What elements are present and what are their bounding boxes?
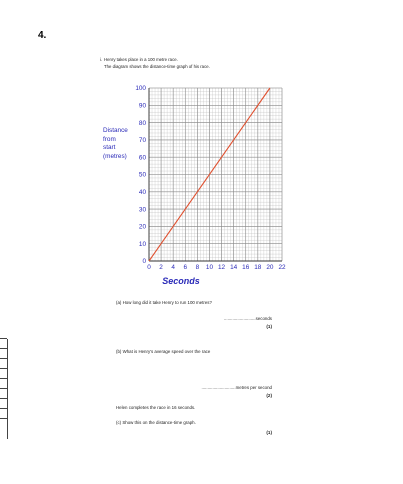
- question-a-text: (a) How long did it take Henry to run 100 metres?: [116, 300, 212, 305]
- x-tick-label: 6: [183, 264, 188, 271]
- margin-mark-box: [0, 339, 8, 439]
- y-tick-label: 60: [138, 154, 146, 162]
- question-number: 4.: [38, 30, 47, 41]
- y-axis-label-line: (metres): [103, 152, 127, 160]
- y-tick-label: 70: [138, 137, 146, 145]
- x-tick-label: 18: [254, 264, 262, 271]
- x-tick-label: 16: [242, 264, 250, 271]
- question-a-answer-line[interactable]: ..........................seconds: [223, 316, 272, 321]
- question-b-marks: (2): [266, 393, 272, 398]
- intro-line-2: The diagram shows the distance-time graph of his race.: [104, 64, 210, 69]
- x-tick-label: 0: [147, 264, 151, 271]
- x-tick-label: 8: [195, 264, 200, 271]
- y-tick-label: 30: [138, 206, 146, 214]
- x-tick-label: 22: [278, 264, 286, 271]
- y-tick-label: 50: [138, 171, 146, 179]
- question-b-answer-line[interactable]: ............................metres per second: [201, 385, 272, 390]
- y-axis-label-line: Distance: [103, 127, 128, 134]
- x-tick-label: 14: [230, 264, 238, 271]
- margin-mark-cell: [0, 408, 7, 419]
- x-tick-label: 20: [266, 264, 274, 271]
- y-tick-label: 90: [138, 102, 146, 110]
- y-axis-label-line: start: [103, 144, 116, 152]
- intro-roman-numeral: i.: [100, 57, 103, 62]
- y-tick-label: 10: [138, 240, 146, 248]
- y-axis-label-line: from: [103, 135, 116, 143]
- y-tick-label: 40: [138, 189, 146, 196]
- x-tick-label: 12: [217, 264, 226, 271]
- y-tick-label: 100: [135, 85, 146, 93]
- y-tick-label: 20: [138, 223, 146, 231]
- intro-line-1: Henry takes place in a 100 metre race.: [104, 57, 178, 62]
- x-tick-label: 2: [159, 264, 163, 271]
- question-c-marks: (1): [266, 430, 272, 435]
- x-tick-label: 4: [171, 264, 175, 271]
- x-axis-label: Seconds: [162, 276, 200, 286]
- x-tick-label: 10: [205, 264, 214, 271]
- question-a-marks: (1): [266, 324, 272, 329]
- helen-statement: Helen completes the race in 16 seconds.: [116, 405, 196, 410]
- y-tick-label: 80: [138, 119, 146, 127]
- question-c-text: (c) Show this on the distance-time graph.: [116, 420, 196, 425]
- question-b-text: (b) What is Henry's average speed over the race: [116, 349, 211, 354]
- y-tick-label: 0: [142, 258, 146, 266]
